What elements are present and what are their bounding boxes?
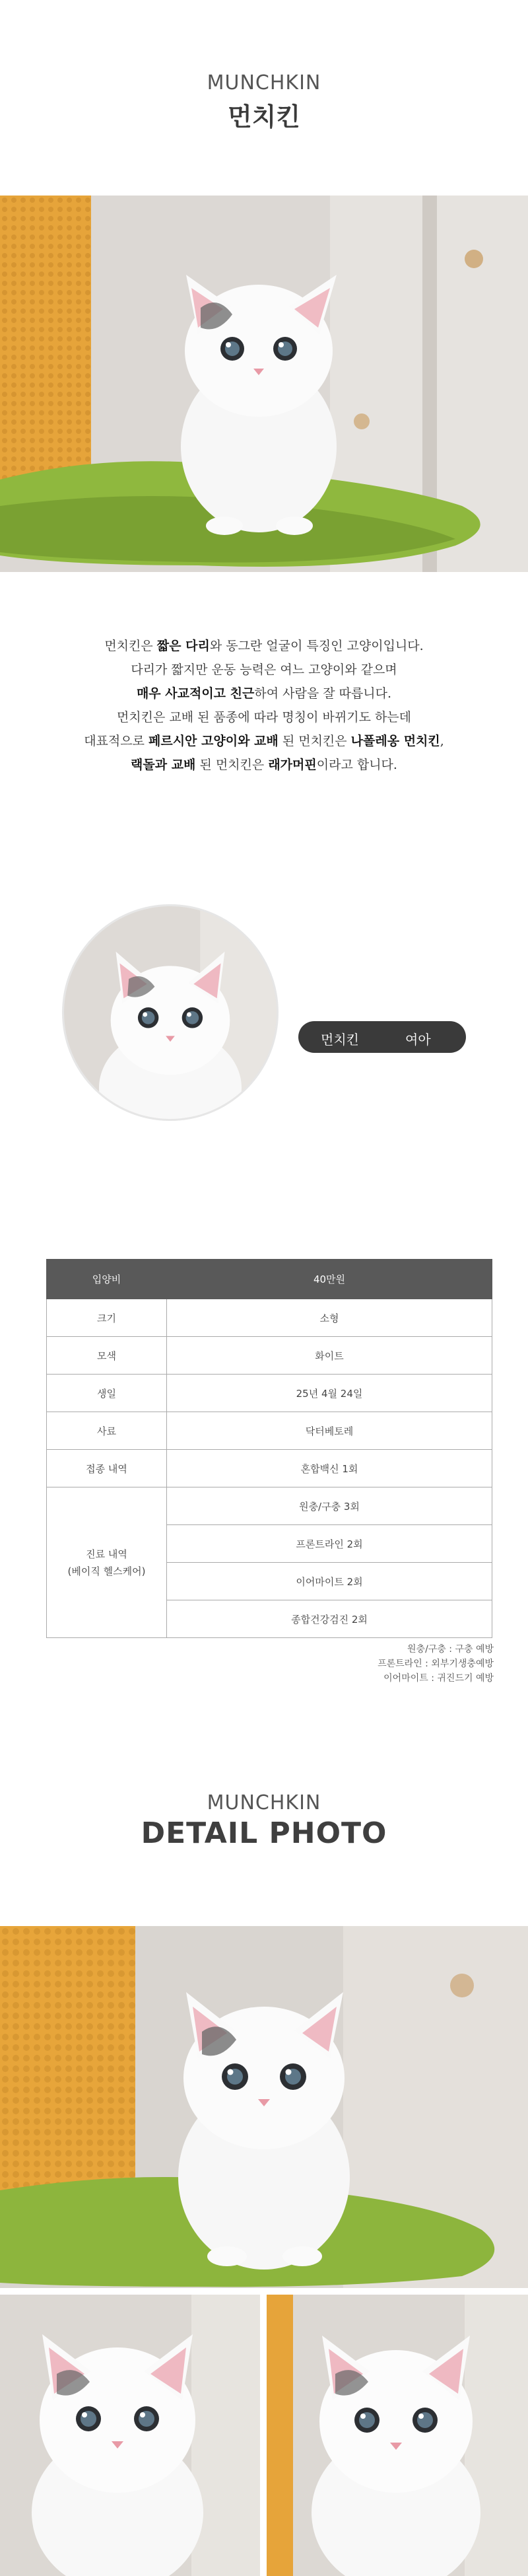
description-line [0,682,528,705]
description-line [0,658,528,682]
footnote-line: 원충/구충 : 구충 예방 [407,1644,494,1655]
footnote-line: 프론트라인 : 외부기생충예방 [378,1659,494,1669]
treatment-item: 종합건강검진 2회 [167,1600,492,1638]
table-row [47,1450,492,1487]
table-row [47,1412,492,1450]
description-text: 대표적으로 [84,734,148,748]
treatment-item: 원충/구충 3회 [167,1487,492,1525]
kitten-photo-icon [0,196,528,572]
description-text: 하여 사람을 잘 따릅니다. [254,686,392,701]
description-line [0,729,528,753]
description-text: 된 먼치킨은 [195,758,269,772]
profile-sex: 여아 [405,1032,431,1048]
size-label: 크기 [47,1299,167,1337]
kitten-portrait-icon [64,906,277,1119]
profile-breed: 먼치킨 [321,1032,359,1048]
adoption-info-table [46,1259,492,1638]
description-emphasis: 페르시안 고양이와 교배 [148,734,279,748]
description-text: 먼치킨은 교배 된 품종에 따라 명칭이 바뀌기도 하는데 [116,710,412,725]
hero-photo [0,196,528,572]
birthday-label: 생일 [47,1375,167,1412]
description-text: 먼치킨은 [104,639,157,653]
table-row [47,1375,492,1412]
vaccine-label: 접종 내역 [47,1450,167,1487]
description-text: 이라고 합니다. [316,758,397,772]
description-text: 된 먼치킨은 [278,734,351,748]
size-value: 소형 [167,1299,492,1337]
detail-breed-english: MUNCHKIN [207,1791,321,1814]
coat-value: 화이트 [167,1337,492,1375]
description-line [0,705,528,729]
description-emphasis: 매우 사교적이고 친근 [136,686,255,701]
vaccine-value: 혼합백신 1회 [167,1450,492,1487]
treatment-label: 진료 내역 [86,1548,127,1560]
breed-korean-name: 먼치킨 [227,102,301,131]
kitten-photo-icon [0,2295,260,2576]
table-row [47,1299,492,1337]
coat-label: 모색 [47,1337,167,1375]
table-row [47,1260,492,1299]
description-text: , [440,734,444,748]
description-emphasis: 짧은 다리 [156,639,210,653]
description-line [0,753,528,777]
treatment-label-cell [47,1487,167,1638]
description-line [0,634,528,658]
table-row [47,1337,492,1375]
adoption-fee-value: 40만원 [167,1260,492,1299]
treatment-footnote [378,1642,494,1686]
detail-title: DETAIL PHOTO [141,1816,387,1850]
footnote-line: 이어마이트 : 귀진드기 예방 [383,1673,494,1684]
description-text: 다리가 짧지만 운동 능력은 여느 고양이와 같으며 [131,662,397,677]
profile-photo [62,904,279,1121]
birthday-value: 25년 4월 24일 [167,1375,492,1412]
profile-pill [298,1021,466,1053]
food-label: 사료 [47,1412,167,1450]
breed-english-name: MUNCHKIN [207,71,321,94]
description-emphasis: 나폴레옹 먼치킨 [350,734,440,748]
description-emphasis: 래가머핀 [268,758,317,772]
food-value: 닥터베토레 [167,1412,492,1450]
kitten-photo-icon [267,2295,528,2576]
treatment-item: 프론트라인 2회 [167,1525,492,1563]
description-emphasis: 랙돌과 교배 [131,758,196,772]
kitten-photo-icon [0,1926,528,2288]
detail-photo-right [267,2295,528,2576]
detail-photo-left [0,2295,260,2576]
treatment-item: 이어마이트 2회 [167,1563,492,1600]
detail-photo-main [0,1926,528,2288]
table-row [47,1487,492,1525]
hero-header [0,0,528,196]
breed-description [0,634,528,777]
treatment-sublabel: (베이직 헬스케어) [67,1565,146,1577]
description-text: 와 동그란 얼굴이 특징인 고양이입니다. [209,639,424,653]
adoption-fee-label: 입양비 [47,1260,167,1299]
